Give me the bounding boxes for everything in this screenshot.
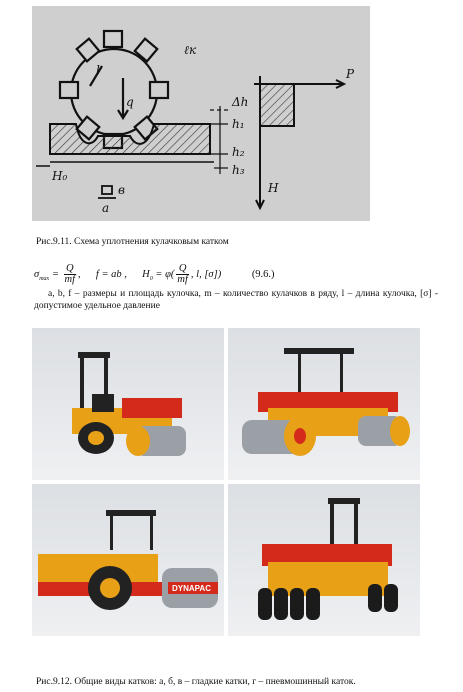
- fraction-q-over-mf: [64, 264, 77, 285]
- equals-sign: =: [51, 268, 59, 280]
- figure-label: l: [96, 63, 100, 77]
- phi-expression: = φ(: [155, 268, 175, 280]
- figure-9-12-caption: Рис.9.12. Общие виды катков: а, б, в – гладкие катки, г – пневмошинный каток.: [36, 677, 356, 687]
- figure-label: h₃: [232, 163, 245, 177]
- fraction-denominator: mf: [177, 274, 188, 285]
- formula-9-6: [34, 264, 275, 285]
- h0-symbol: H: [142, 268, 150, 280]
- brand-label: DYNAPAC: [172, 584, 211, 593]
- fraction-numerator: Q: [64, 264, 77, 275]
- photo-tandem-roller: [228, 328, 420, 480]
- figure-label: в: [118, 183, 125, 197]
- photo-combined-roller: [32, 328, 224, 480]
- photo-single-drum-roller: [32, 484, 224, 636]
- figure-label: ℓк: [184, 43, 197, 57]
- fraction-denominator: mf: [64, 274, 76, 285]
- roller-photos-grid: [32, 328, 420, 638]
- figure-label: H: [268, 181, 279, 195]
- sigma-subscript: max: [39, 276, 50, 282]
- figure-label: q: [126, 95, 134, 109]
- figure-label: h₁: [232, 117, 245, 131]
- area-expression: f = ab ,: [95, 268, 127, 280]
- lug-footprint: [98, 186, 116, 198]
- fraction-q-over-mf-2: [176, 264, 189, 285]
- figure-label: H₀: [52, 169, 68, 183]
- photo-pneumatic-roller: [228, 484, 420, 636]
- figure-label: Δh: [232, 95, 249, 109]
- fraction-numerator: Q: [176, 264, 189, 275]
- equation-number: (9.6.): [251, 268, 275, 280]
- soil-layer: [36, 106, 228, 174]
- separator: ,: [78, 268, 81, 280]
- phi-arguments: , l, [σ]): [190, 268, 222, 280]
- variables-description: а, b, f – размеры и площадь кулочка, m – количество кулачков в ряду, l – длина кулочка, [σ] - допустимое удельное давление: [34, 289, 438, 311]
- figure-label: h₂: [232, 145, 245, 159]
- figure-label: P: [346, 67, 355, 81]
- sigma-symbol: σ: [34, 268, 40, 280]
- compaction-scheme-figure: [32, 6, 370, 221]
- figure-9-11-caption: Рис.9.11. Схема уплотнения кулачковым катком: [36, 237, 229, 247]
- figure-label: а: [102, 201, 110, 215]
- h0-subscript: 0: [149, 276, 153, 282]
